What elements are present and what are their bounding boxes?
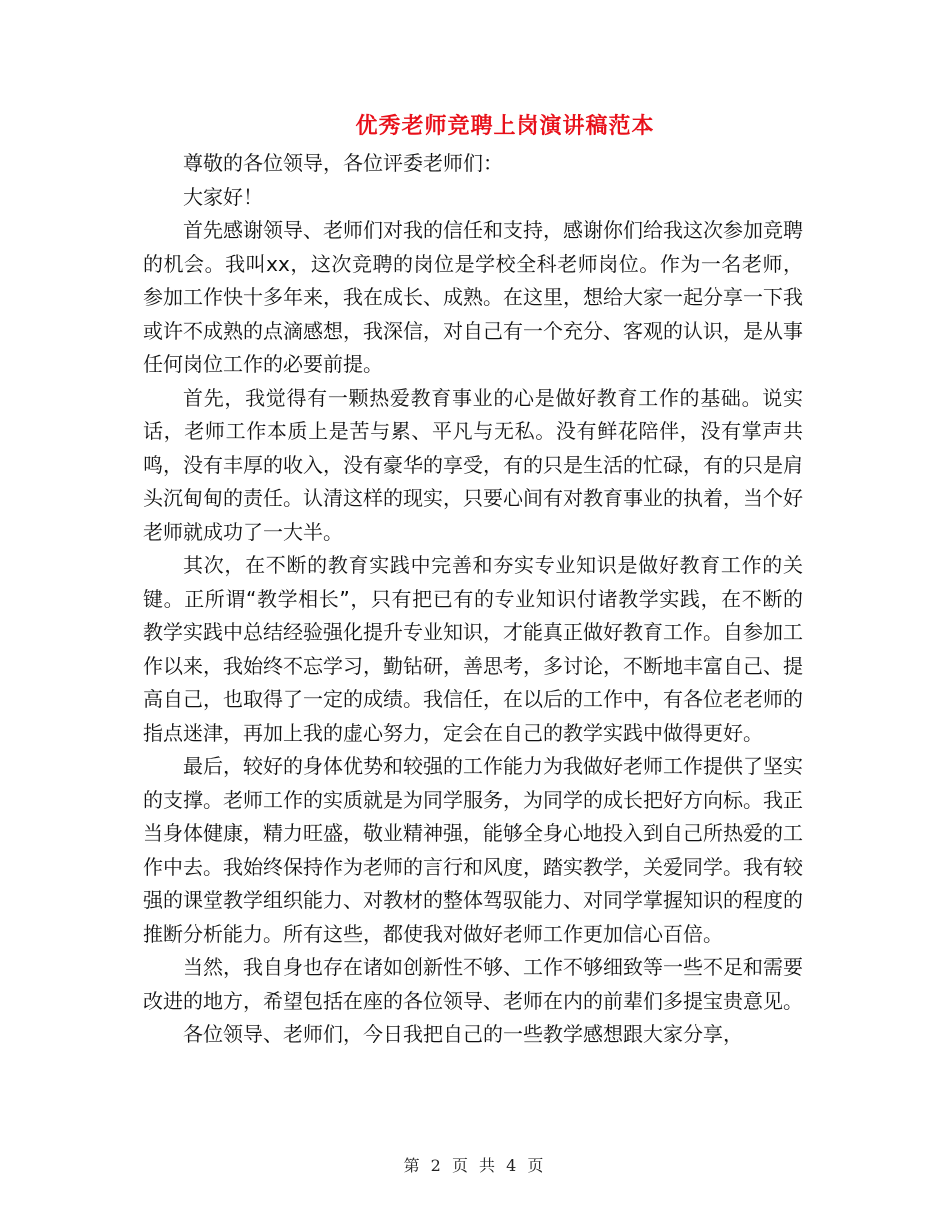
paragraph-first-point: 首先，我觉得有一颗热爱教育事业的心是做好教育工作的基础。说实话，老师工作本质上是苦与累、平凡与无私。没有鲜花陪伴，没有掌声共鸣，没有丰厚的收入，没有豪华的享受，有的只是生活的忙碌，有的只是肩头沉甸甸的责任。认清这样的现实，只要心间有对教育事业的执着，当个好老师就成功了一大半。: [143, 385, 803, 544]
paragraph-closing: 各位领导、老师们，今日我把自己的一些教学感想跟大家分享，: [183, 1022, 743, 1046]
paragraph-third-point: 最后，较好的身体优势和较强的工作能力为我做好老师工作提供了坚实的支撑。老师工作的实质就是为同学服务，为同学的成长把好方向标。我正当身体健康，精力旺盛，敬业精神强，能够全身心地投入到自己所热爱的工作中去。我始终保持作为老师的言行和风度，踏实教学，关爱同学。我有较强的课堂教学组织能力、对教材的整体驾驭能力、对同学掌握知识的程度的推断分析能力。所有这些，都使我对做好老师工作更加信心百倍。: [143, 754, 803, 946]
document-title: 优秀老师竞聘上岗演讲稿范本: [355, 113, 655, 139]
document-body: [143, 147, 803, 1052]
paragraph-greeting: 大家好！: [183, 184, 263, 209]
paragraph-salutation: 尊敬的各位领导，各位评委老师们：: [183, 151, 503, 175]
paragraph-second-point: 其次，在不断的教育实践中完善和夯实专业知识是做好教育工作的关键。正所谓“教学相长”，只有把已有的专业知识付诸教学实践，在不断的教学实践中总结经验强化提升专业知识，才能真正做好教育工作。自参加工作以来，我始终不忘学习，勤钻研，善思考，多讨论，不断地丰富自己、提高自己，也取得了一定的成绩。我信任，在以后的工作中，有各位老老师的指点迷津，再加上我的虚心努力，定会在自己的教学实践中做得更好。: [143, 553, 803, 745]
paragraph-intro: 首先感谢领导、老师们对我的信任和支持，感谢你们给我这次参加竞聘的机会。我叫xx，这次竞聘的岗位是学校全科老师岗位。作为一名老师，参加工作快十多年来，我在成长、成熟。在这里，想给大家一起分享一下我或许不成熟的点滴感想，我深信，对自己有一个充分、客观的认识，是从事任何岗位工作的必要前提。: [143, 218, 803, 376]
page-footer: 第 2 页 共 4 页: [403, 1156, 547, 1175]
paragraph-shortcomings: 当然，我自身也存在诸如创新性不够、工作不够细致等一些不足和需要改进的地方，希望包括在座的各位领导、老师在内的前辈们多提宝贵意见。: [143, 955, 803, 1013]
